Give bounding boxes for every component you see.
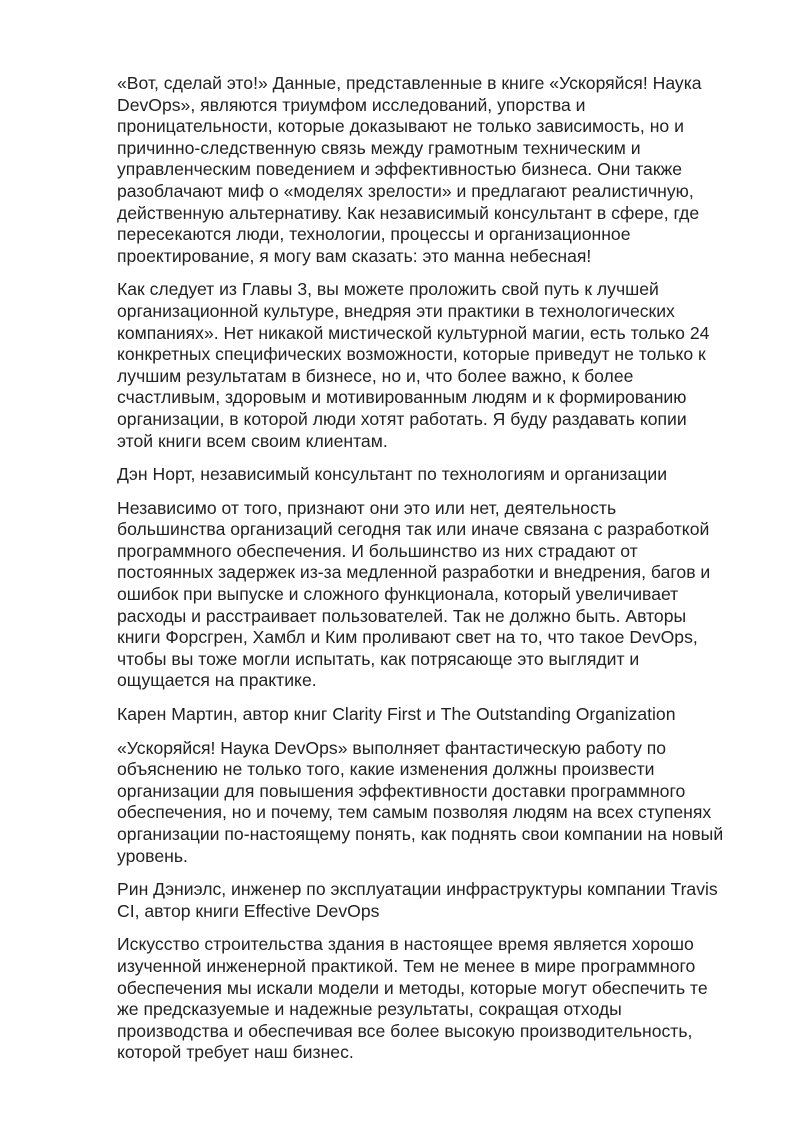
text-line: организации по-настоящему понять, как поднять свои компании на новый: [117, 824, 724, 844]
text-line: разоблачают миф о «моделях зрелости» и предлагают реалистичную,: [117, 180, 694, 201]
text-line: Как следует из Главы 3, вы можете проложить свой путь к лучшей: [117, 279, 659, 300]
text-line: этой книги всем своим клиентам.: [117, 430, 388, 451]
text-line: «Вот, сделай это!» Данные, представленные в книге «Ускоряйся! Наука: [117, 73, 702, 93]
text-line: проницательности, которые доказывают не только зависимость, но и: [117, 116, 684, 137]
text-line: программного обеспечения. И большинство из них страдают от: [117, 540, 638, 561]
text-line: причинно-следственную связь между грамотным техническим и: [117, 137, 641, 158]
text-line: «Ускоряйся! Наука DevOps» выполняет фантастическую работу по: [117, 737, 667, 758]
text-line: конкретных специфических возможности, которые приведут не только к: [117, 344, 706, 365]
quote-attribution: [117, 464, 747, 486]
text-line: чтобы вы тоже могли испытать, как потрясающе это выглядит и: [117, 648, 640, 669]
text-line: Рин Дэниэлс, инженер по эксплуатации инфраструктуры компании Travis: [117, 879, 718, 900]
text-line: DevOps», являются триумфом исследований, упорства и: [117, 94, 586, 115]
text-line: Дэн Норт, независимый консультант по технологиям и организации: [117, 464, 668, 485]
quote-attribution: [117, 704, 747, 726]
text-line: пересекаются люди, технологии, процессы и организационное: [117, 224, 631, 245]
text-line: уровень.: [117, 845, 188, 866]
text-line: книги Форсгрен, Хамбл и Ким проливают свет на то, что такое DevOps,: [117, 627, 698, 648]
text-line: счастливым, здоровым и мотивированным людям и к формированию: [117, 387, 687, 408]
quote-paragraph: [117, 498, 747, 692]
text-line: CI, автор книги Effective DevOps: [117, 900, 380, 921]
text-line: которой требует наш бизнес.: [117, 1042, 354, 1063]
text-line: организации для повышения эффективности доставки программного: [117, 780, 686, 801]
text-line: лучшим результатам в бизнесе, но и, что более важно, к более: [117, 365, 634, 386]
text-line: управленческим поведением и эффективностью бизнеса. Они также: [117, 159, 683, 180]
text-line: организационной культуре, внедряя эти практики в технологических: [117, 300, 675, 321]
text-line: обеспечения мы искали модели и методы, которые могут обеспечить те: [117, 977, 708, 998]
text-line: Независимо от того, признают они это или нет, деятельность: [117, 497, 617, 518]
quote-attribution: [117, 879, 747, 922]
text-line: компаниях». Нет никакой мистической культурной магии, есть только 24: [117, 322, 710, 343]
text-line: расходы и расстраивает пользователей. Так не должно быть. Авторы: [117, 605, 687, 626]
quote-paragraph: [117, 279, 747, 452]
text-line: действенную альтернативу. Как независимый консультант в сфере, где: [117, 202, 700, 223]
text-line: ошибок при выпуске и сложного функционала, который увеличивает: [117, 584, 679, 605]
text-line: обеспечения, но и почему, тем самым позволяя людям на всех ступенях: [117, 802, 712, 823]
text-line: Карен Мартин, автор книг Clarity First и The Outstanding Organization: [117, 704, 676, 725]
text-line: постоянных задержек из-за медленной разработки и внедрения, багов и: [117, 562, 711, 583]
text-line: организации, в которой люди хотят работать. Я буду раздавать копии: [117, 408, 687, 429]
text-line: изученной инженерной практикой. Тем не менее в мире программного: [117, 955, 696, 976]
quote-paragraph: [117, 934, 747, 1064]
quote-paragraph: [117, 73, 747, 267]
text-line: большинства организаций сегодня так или иначе связана с разработкой: [117, 519, 710, 540]
text-line: проектирование, я могу вам сказать: это манна небесная!: [117, 245, 592, 266]
text-line: объяснению не только того, какие изменения должны произвести: [117, 759, 655, 780]
text-line: производства и обеспечивая все более высокую производительность,: [117, 1020, 693, 1041]
quote-paragraph: [117, 738, 747, 868]
text-line: ощущается на практике.: [117, 670, 317, 691]
text-line: Искусство строительства здания в настоящее время является хорошо: [117, 934, 694, 955]
text-line: же предсказуемые и надежные результаты, сокращая отходы: [117, 999, 622, 1020]
document-page: [117, 73, 747, 1076]
